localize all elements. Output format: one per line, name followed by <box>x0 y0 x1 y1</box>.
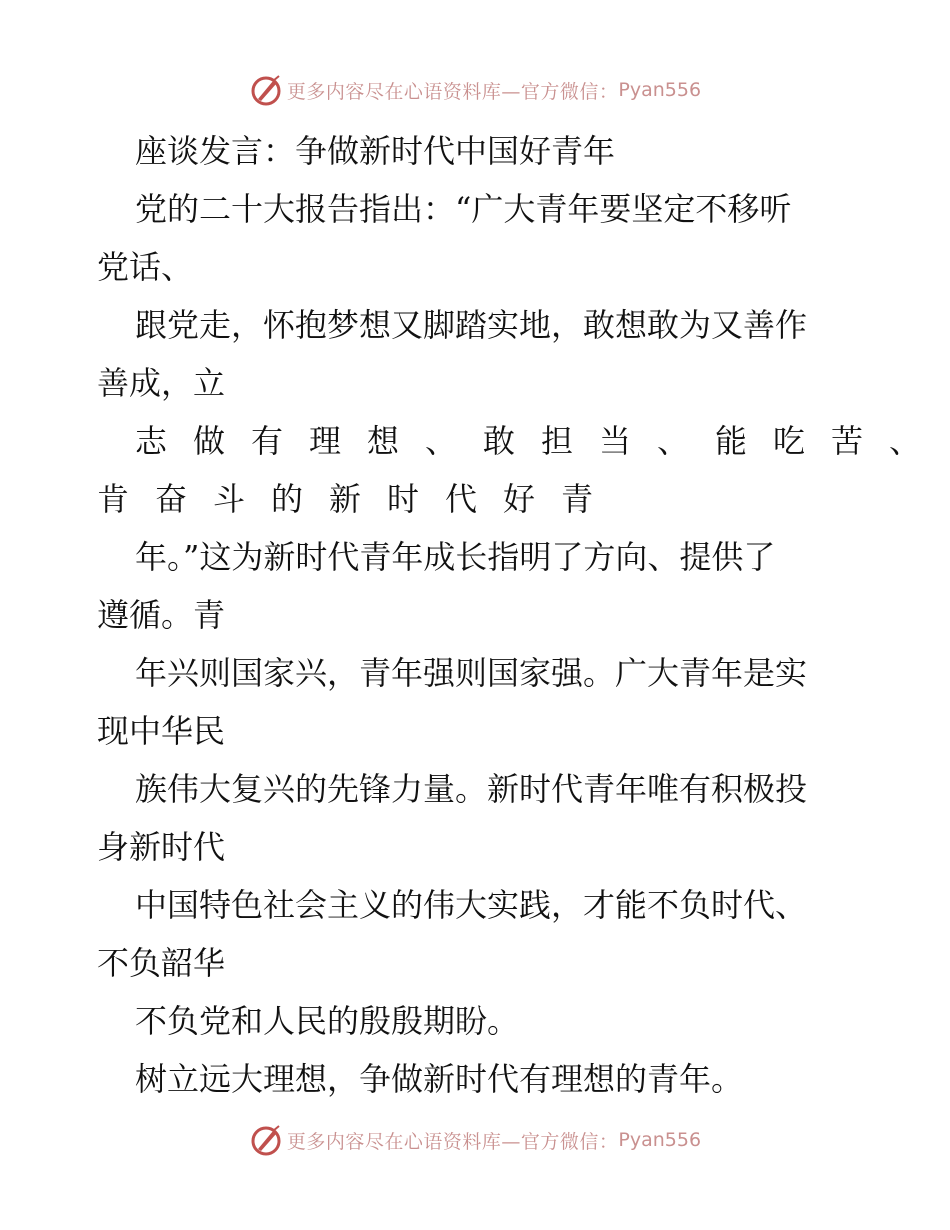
doc-line: 年。”这为新时代青年成长指明了方向、提供了 <box>135 538 776 576</box>
doc-line: 不负韶华 <box>97 944 226 982</box>
doc-line: 现中华民 <box>97 712 226 750</box>
document-body <box>97 122 948 1108</box>
doc-line: 肯奋斗的新时代好青 <box>97 480 620 518</box>
doc-line: 善成，立 <box>97 364 226 402</box>
banner-text: 更多内容尽在心语资料库—官方微信： <box>286 80 619 103</box>
feather-pen-logo-icon <box>249 73 283 107</box>
header-banner <box>0 70 950 110</box>
doc-title: 座谈发言：争做新时代中国好青年 <box>135 132 616 170</box>
doc-line: 年兴则国家兴，青年强则国家强。广大青年是实 <box>135 654 808 692</box>
banner-wechat-id: Pyan556 <box>618 1129 702 1151</box>
doc-line: 中国特色社会主义的伟大实践，才能不负时代、 <box>135 886 808 924</box>
footer-banner <box>0 1120 950 1160</box>
banner-text: 更多内容尽在心语资料库—官方微信： <box>286 1130 619 1153</box>
banner-wechat-id: Pyan556 <box>618 79 702 101</box>
doc-line: 党的二十大报告指出：“广大青年要坚定不移听 <box>135 190 792 228</box>
feather-pen-logo-icon <box>249 1123 283 1157</box>
doc-line: 身新时代 <box>97 828 226 866</box>
doc-line: 树立远大理想，争做新时代有理想的青年。 <box>135 1060 744 1098</box>
doc-line: 跟党走，怀抱梦想又脚踏实地，敢想敢为又善作 <box>135 306 808 344</box>
doc-line: 族伟大复兴的先锋力量。新时代青年唯有积极投 <box>135 770 808 808</box>
doc-line: 志做有理想、敢担当、能吃苦、 <box>135 422 948 460</box>
doc-line: 不负党和人民的殷殷期盼。 <box>135 1002 520 1040</box>
doc-line: 党话、 <box>97 248 194 286</box>
doc-line: 遵循。青 <box>97 596 226 634</box>
